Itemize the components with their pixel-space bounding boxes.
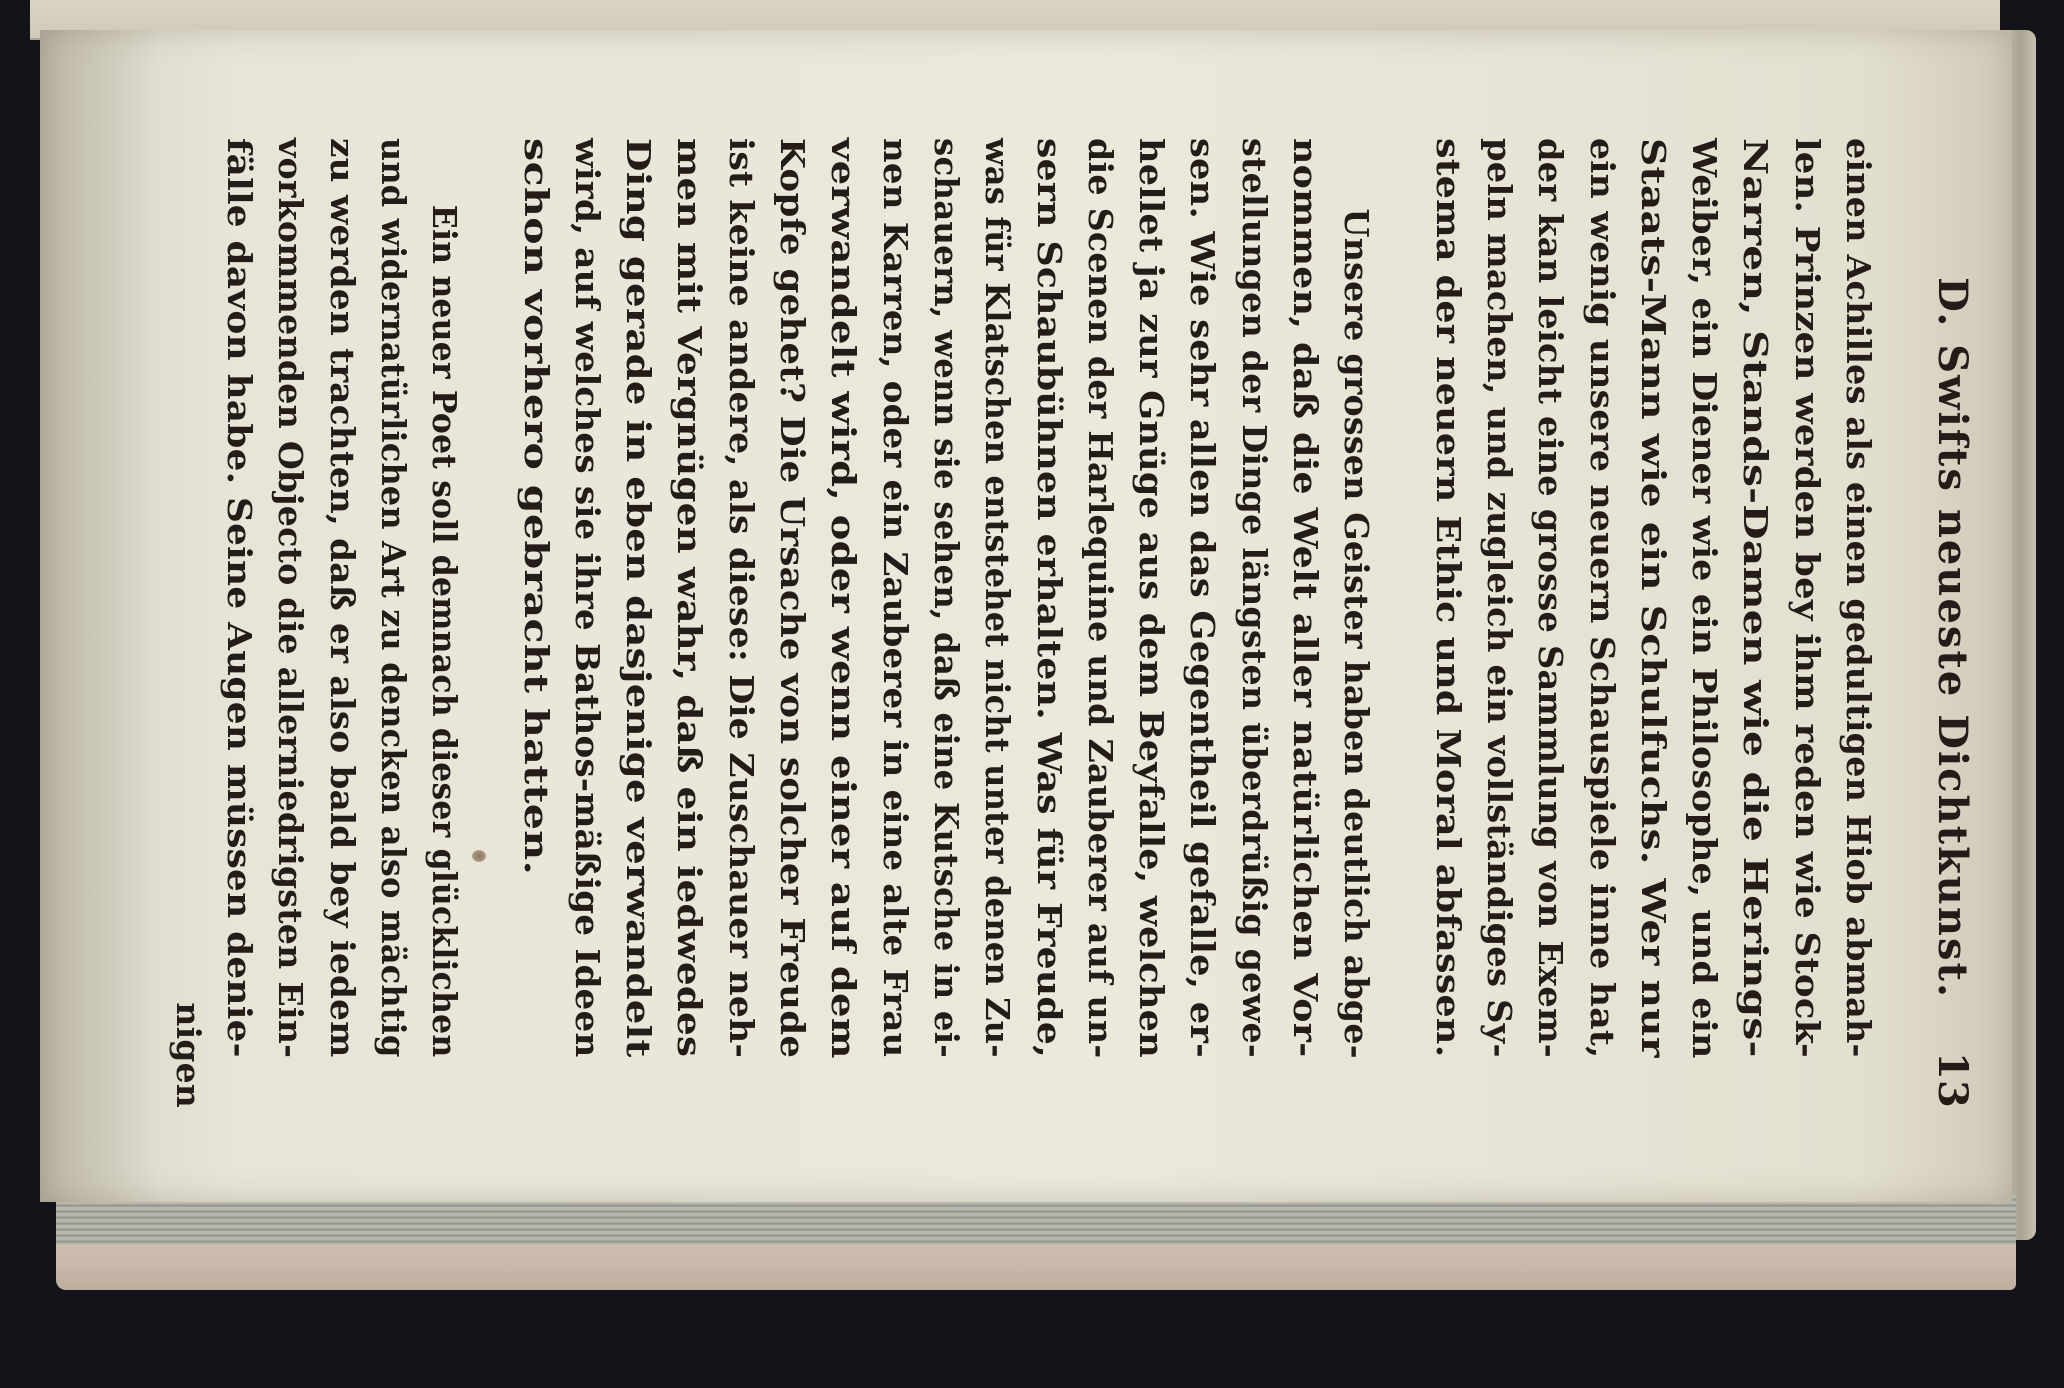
- text-line: nen Karren, oder ein Zauberer in eine alte Frau: [875, 138, 915, 1058]
- paragraph-3: [214, 138, 470, 1138]
- text-line: ist keine andere, als diese: Die Zuschauer neh-: [721, 138, 761, 1059]
- text-line: zu werden trachten, daß er also bald bey iedem: [322, 138, 362, 1058]
- text-line: Staats-Mann wie ein Schulfuchs. Wer nur: [1633, 138, 1673, 1058]
- text-line: sern Schaubühnen erhalten. Was für Freude,: [1029, 138, 1069, 1059]
- text-line: der kan leicht eine grosse Sammlung von Exem-: [1531, 138, 1571, 1058]
- text-line: ein wenig unsere neuern Schauspiele inne hat,: [1582, 138, 1622, 1059]
- text-line: die Scenen der Harlequine und Zauberer auf un-: [1080, 138, 1120, 1059]
- text-line: len. Prinzen werden bey ihm reden wie Stock-: [1787, 138, 1827, 1059]
- text-line: peln machen, und zugleich ein vollständiges Sy-: [1479, 138, 1519, 1058]
- text-line: Ein neuer Poet soll demnach dieser glücklichen: [425, 204, 465, 1058]
- running-title: D. Swifts neueste Dichtkunst.: [1929, 277, 1976, 999]
- book-cover-edge: [56, 1245, 2016, 1290]
- text-line: wird, auf welches sie ihre Bathos-mäßige Ideen: [567, 138, 607, 1058]
- text-line: schauern, wenn sie sehen, daß eine Kutsche in ei-: [926, 138, 966, 1058]
- text-line: und widernatürlichen Art zu dencken also mächtig: [373, 138, 413, 1058]
- text-line: verwandelt wird, oder wenn einer auf dem: [824, 138, 864, 1059]
- text-line: Weiber, ein Diener wie ein Philosophe, und ein: [1685, 138, 1725, 1059]
- text-line: Narren, Stands-Damen wie die Herings-: [1736, 138, 1776, 1058]
- paragraph-1: [1422, 138, 1884, 1138]
- text-line: Ding gerade in eben dasjenige verwandelt: [619, 138, 659, 1058]
- running-head: [1912, 168, 1982, 1108]
- catchword: nigen: [168, 1002, 208, 1108]
- page-text-block: [82, 138, 1982, 1138]
- text-line: Kopfe gehet? Die Ursache von solcher Freude: [773, 138, 813, 1059]
- text-line: vorkommenden Objecto die allerniedrigsten Ein-: [271, 138, 311, 1059]
- text-line: was für Klatschen entstehet nicht unter denen Zu-: [978, 138, 1018, 1058]
- text-line: stellungen der Dinge längsten überdrüßig gewe-: [1234, 138, 1274, 1058]
- paragraph-2: [510, 138, 1382, 1138]
- text-line: sen. Wie sehr allen das Gegentheil gefalle, er-: [1183, 138, 1223, 1058]
- text-line: fälle davon habe. Seine Augen müssen denie-: [220, 138, 260, 1058]
- text-line: schon vorhero gebracht hatten.: [516, 138, 556, 876]
- text-line: stema der neuern Ethic und Moral abfassen.: [1428, 138, 1468, 1058]
- page-number: 13: [1929, 1051, 1976, 1108]
- text-line: nommen, daß die Welt aller natürlichen Vor-: [1286, 138, 1326, 1058]
- text-line: einen Achilles als einen gedultigen Hiob abmah-: [1839, 138, 1878, 1058]
- text-line: Unsere grossen Geister haben deutlich abge-: [1337, 208, 1377, 1059]
- text-line: men mit Vergnügen wahr, daß ein iedwedes: [670, 138, 710, 1058]
- text-line: hellet ja zur Gnüge aus dem Beyfalle, welchen: [1132, 138, 1172, 1058]
